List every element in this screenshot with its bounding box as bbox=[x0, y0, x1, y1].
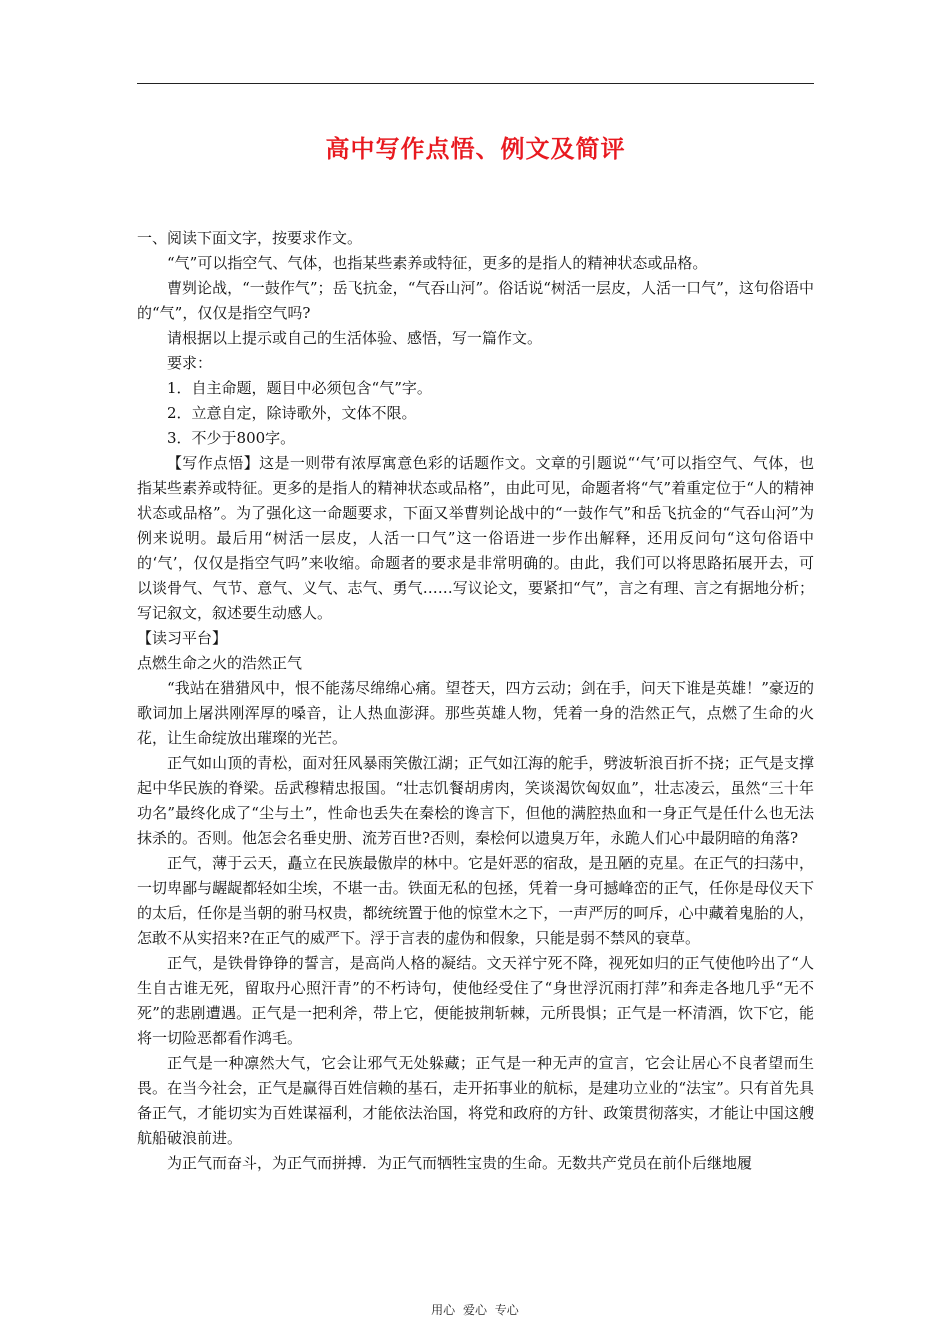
paragraph: 正气，薄于云天，矗立在民族最傲岸的林中。它是奸恶的宿敌，是丑陋的克星。在正气的扫荡中，一切卑鄙与龌龊都轻如尘埃，不堪一击。铁面无私的包拯，凭着一身可撼峰峦的正气，任你是母仪天下的太后，任你是当朝的驸马权贵，都统统置于他的惊堂木之下，一声严厉的呵斥，心中藏着鬼胎的人，怎敢不从实招来?在正气的威严下。浮于言表的虚伪和假象，只能是弱不禁风的衰草。 bbox=[137, 854, 814, 947]
paragraph: 为正气而奋斗，为正气而拼搏．为正气而牺牲宝贵的生命。无数共产党员在前仆后继地履 bbox=[167, 1154, 753, 1172]
paragraph: 【读习平台】 bbox=[137, 629, 228, 647]
paragraph: “气”可以指空气、气体，也指某些素养或特征，更多的是指人的精神状态或品格。 bbox=[167, 254, 708, 272]
paragraph: 一、阅读下面文字，按要求作文。 bbox=[137, 229, 363, 247]
paragraph: 正气如山顶的青松，面对狂风暴雨笑傲江湖；正气如江海的舵手，劈波斩浪百折不挠；正气是支撑起中华民族的脊梁。岳武穆精忠报国。“壮志饥餐胡虏肉，笑谈渴饮匈奴血”，壮志凌云，虽然“三十年功名”最终化成了“尘与土”，性命也丢失在秦桧的谗言下，但他的满腔热血和一身正气是任什么也无法抹杀的。否则。他怎会名垂史册、流芳百世?否则，秦桧何以遗臭万年，永跪人们心中最阴暗的角落? bbox=[137, 754, 814, 847]
paragraph: 正气是一种凛然大气，它会让邪气无处躲藏；正气是一种无声的宣言，它会让居心不良者望而生畏。在当今社会，正气是赢得百姓信赖的基石，走开拓事业的航标，是建功立业的“法宝”。只有首先具备正气，才能切实为百姓谋福利，才能依法治国，将党和政府的方针、政策贯彻落实，才能让中国这艘航船破浪前进。 bbox=[137, 1054, 814, 1147]
paragraph: “我站在猎猎风中，恨不能荡尽绵绵心痛。望苍天，四方云动；剑在手，问天下谁是英雄！”豪迈的歌词加上屠洪刚浑厚的嗓音，让人热血澎湃。那些英雄人物，凭着一身的浩然正气，点燃了生命的火花，让生命绽放出璀璨的光芒。 bbox=[137, 679, 814, 747]
paragraph: 要求： bbox=[167, 354, 213, 372]
paragraph: 点燃生命之火的浩然正气 bbox=[137, 654, 303, 672]
page-title: 高中写作点悟、例文及简评 bbox=[325, 135, 626, 163]
document-body bbox=[137, 226, 814, 1176]
paragraph: 3．不少于800字。 bbox=[167, 429, 296, 447]
paragraph: 1．自主命题，题目中必须包含“气”字。 bbox=[167, 379, 432, 397]
paragraph: 【写作点悟】这是一则带有浓厚寓意色彩的话题作文。文章的引题说“‘气’可以指空气、气体，也指某些素养或特征。更多的是指人的精神状态或品格”，由此可见，命题者将“气”着重定位于“人的精神状态或品格”。为了强化这一命题要求，下面又举曹刿论战中的“一鼓作气”和岳飞抗金的“气吞山河”为例来说明。最后用“树活一层皮，人活一口气”这一俗语进一步作出解释，还用反问句“这句俗语中的‘气’，仅仅是指空气吗”来收缩。命题者的要求是非常明确的。由此，我们可以将思路拓展开去，可以谈骨气、气节、意气、义气、志气、勇气……写议论文，要紧扣“气”，言之有理、言之有据地分析；写记叙文，叙述要生动感人。 bbox=[137, 454, 814, 622]
page-footer: 用心 爱心 专心 bbox=[431, 1303, 519, 1317]
paragraph: 曹刿论战，“一鼓作气”；岳飞抗金，“气吞山河”。俗话说“树活一层皮，人活一口气”，这句俗语中的“气”，仅仅是指空气吗? bbox=[137, 279, 814, 322]
header-rule bbox=[137, 83, 814, 84]
paragraph: 请根据以上提示或自己的生活体验、感悟，写一篇作文。 bbox=[167, 329, 543, 347]
paragraph: 正气，是铁骨铮铮的誓言，是高尚人格的凝结。文天祥宁死不降，视死如归的正气使他吟出了“人生自古谁无死，留取丹心照汗青”的不朽诗句，使他经受住了“身世浮沉雨打萍”和奔走各地几乎“无不死”的悲剧遭遇。正气是一把利斧，带上它，便能披荆斩棘，元所畏惧；正气是一杯清酒，饮下它，能将一切险恶都看作鸿毛。 bbox=[137, 954, 814, 1047]
paragraph: 2．立意自定，除诗歌外，文体不限。 bbox=[167, 404, 417, 422]
